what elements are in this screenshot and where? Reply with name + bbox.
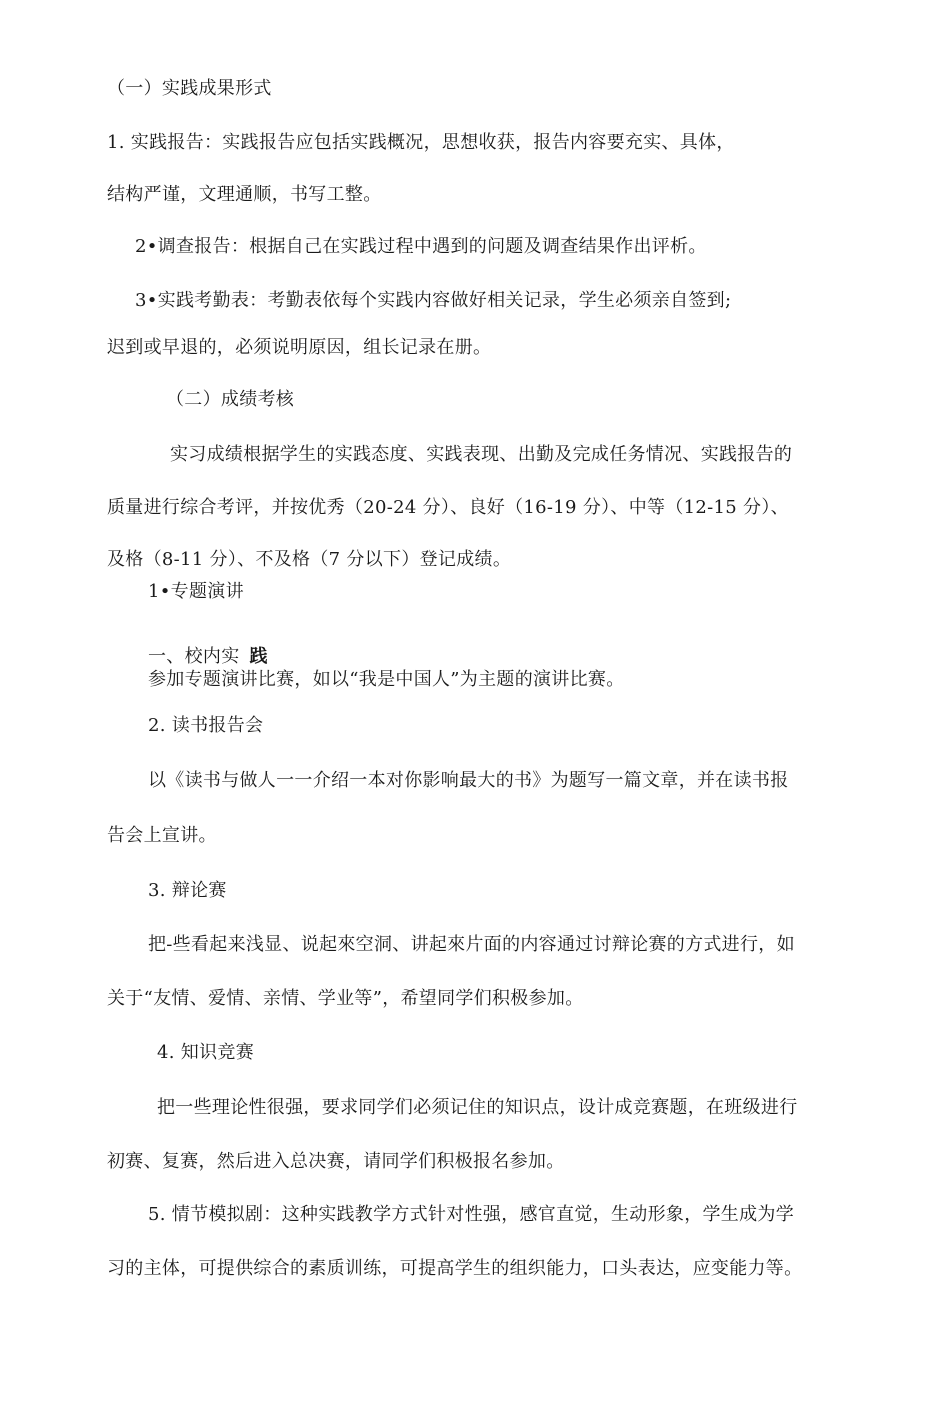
topic-quiz-heading: 4. 知识竞赛 — [157, 1042, 254, 1063]
topic-debate-desc-line-1: 把-些看起来浅显、说起來空洞、讲起來片面的内容通过讨辩论赛的方式进行，如 — [148, 934, 795, 955]
topic-role-play-line-2: 习的主体，可提供综合的素质训练，可提高学生的组织能力，口头表达，应变能力等。 — [107, 1258, 803, 1279]
topic-debate-heading: 3. 辩论赛 — [148, 880, 227, 901]
grading-paragraph-line-1: 实习成绩根据学生的实践态度、实践表现、出勤及完成任务情况、实践报告的 — [170, 444, 793, 465]
item-survey-report: 2•调查报告：根据自己在实践过程中遇到的问题及调查结果作出评析。 — [135, 236, 707, 257]
grading-paragraph-line-3: 及格（8-11 分）、不及格（7 分以下）登记成绩。 — [107, 549, 512, 570]
item-practice-report-line-2: 结构严谨，文理通顺，书写工整。 — [107, 184, 382, 205]
section-heading-grade-assessment: （二）成绩考核 — [166, 389, 295, 410]
topic-reading-report-desc-line-2: 告会上宣讲。 — [107, 825, 217, 846]
item-attendance-sheet-line-2: 迟到或早退的，必须说明原因，组长记录在册。 — [107, 337, 492, 358]
campus-practice-heading-text: 一、校内实 — [148, 646, 240, 667]
topic-speech-description: 参加专题演讲比赛，如以“我是中国人”为主题的演讲比赛。 — [148, 669, 625, 690]
topic-speech-heading: 1•专题演讲 — [148, 581, 244, 602]
topic-quiz-desc-line-1: 把一些理论性很强，要求同学们必须记住的知识点，设计成竞赛题，在班级进行 — [157, 1097, 798, 1118]
topic-quiz-desc-line-2: 初赛、复赛，然后进入总决赛，请同学们积极报名参加。 — [107, 1151, 565, 1172]
item-attendance-sheet-line-1: 3•实践考勤表：考勤表依每个实践内容做好相关记录，学生必须亲自签到; — [135, 290, 732, 311]
topic-reading-report-heading: 2. 读书报告会 — [148, 715, 264, 736]
campus-practice-heading-glyph: 践 — [249, 646, 268, 667]
topic-role-play-line-1: 5. 情节模拟剧：这种实践教学方式针对性强，感官直觉，生动形象，学生成为学 — [148, 1204, 794, 1225]
grading-paragraph-line-2: 质量进行综合考评，并按优秀（20-24 分）、良好（16-19 分）、中等（12-15 分）、 — [107, 497, 789, 518]
topic-reading-report-desc-line-1: 以《读书与做人一一介绍一本对你影响最大的书》为题写一篇文章，并在读书报 — [148, 770, 789, 791]
topic-debate-desc-line-2: 关于“友情、爱情、亲情、学业等”，希望同学们积极参加。 — [107, 988, 584, 1009]
campus-practice-heading — [148, 645, 268, 669]
item-practice-report-line-1: 1. 实践报告：实践报告应包括实践概况，思想收获，报告内容要充实、具体， — [107, 132, 735, 153]
section-heading-achievement-forms: （一）实践成果形式 — [107, 78, 272, 99]
